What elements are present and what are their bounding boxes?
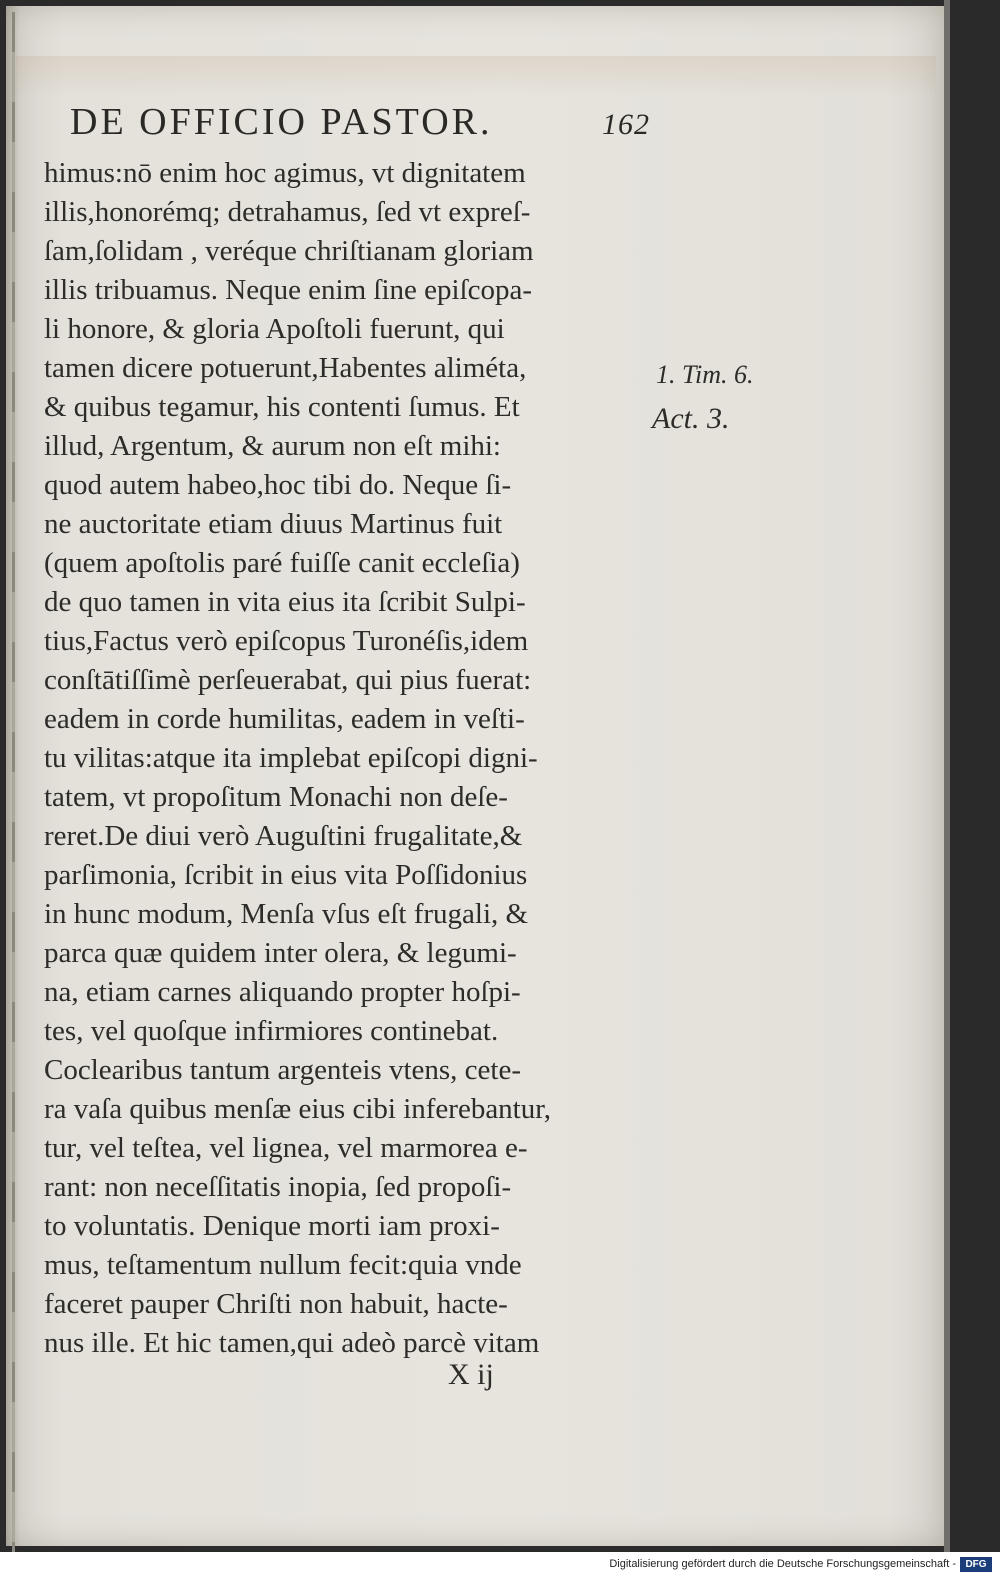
text-line: li honore, & gloria Apoſtoli fuerunt, qui: [44, 313, 505, 345]
page-gutter-edge: [12, 12, 15, 1552]
text-line: conſtātiſſimè perſeuerabat, qui pius fuerat:: [44, 664, 532, 696]
text-line: tius,Factus verò epiſcopus Turonéſis,idem: [44, 625, 529, 657]
text-line: rant: non neceſſitatis inopia, ſed propoſi-: [44, 1171, 512, 1203]
text-line: tatem, vt propoſitum Monachi non deſe-: [44, 781, 508, 813]
margin-note-acts: Act. 3.: [652, 402, 730, 435]
dfg-logo: DFG: [960, 1557, 992, 1572]
text-line: illis,honorémq; detrahamus, ſed vt expreſ-: [44, 196, 531, 228]
text-line: ſam,ſolidam , veréque chriſtianam gloriam: [44, 235, 534, 267]
margin-note-timothy: 1. Tim. 6.: [656, 360, 754, 389]
text-line: nus ille. Et hic tamen,qui adeò parcè vitam: [44, 1327, 540, 1359]
funding-credit: Digitalisierung gefördert durch die Deutsche Forschungsgemeinschaft -: [609, 1558, 956, 1570]
text-line: faceret pauper Chriſti non habuit, hacte-: [44, 1288, 508, 1320]
text-line: parca quæ quidem inter olera, & legumi-: [44, 937, 517, 969]
text-line: parſimonia, ſcribit in eius vita Poſſidonius: [44, 859, 528, 891]
text-line: to voluntatis. Denique morti iam proxi-: [44, 1210, 500, 1242]
running-title: DE OFFICIO PASTOR.: [70, 101, 493, 143]
text-line: na, etiam carnes aliquando propter hoſpi-: [44, 976, 521, 1008]
footer-bar: [0, 1552, 1000, 1580]
text-line: (quem apoſtolis paré fuiſſe canit eccleſia): [44, 547, 520, 579]
text-line: reret.De diui verò Auguſtini frugalitate,&: [44, 820, 523, 852]
text-line: ne auctoritate etiam diuus Martinus fuit: [44, 508, 503, 540]
text-line: illud, Argentum, & aurum non eſt mihi:: [44, 430, 501, 462]
text-line: & quibus tegamur, his contenti ſumus. Et: [44, 391, 520, 423]
text-line: de quo tamen in vita eius ita ſcribit Sulpi-: [44, 586, 526, 618]
text-line: quod autem habeo,hoc tibi do. Neque ſi-: [44, 469, 512, 501]
text-line: tu vilitas:atque ita implebat epiſcopi digni-: [44, 742, 538, 774]
text-line: tur, vel teſtea, vel lignea, vel marmorea e-: [44, 1132, 528, 1164]
paper-stain: [16, 56, 936, 96]
text-line: mus, teſtamentum nullum fecit:quia vnde: [44, 1249, 522, 1281]
text-line: illis tribuamus. Neque enim ſine epiſcopa-: [44, 274, 533, 306]
text-line: ra vaſa quibus menſæ eius cibi inferebantur,: [44, 1093, 551, 1125]
page-edge: [944, 0, 950, 1552]
page-number: 162: [602, 108, 650, 141]
body-text: [44, 154, 644, 1363]
text-line: Coclearibus tantum argenteis vtens, cete-: [44, 1054, 521, 1086]
running-head: [70, 100, 650, 146]
text-line: tes, vel quoſque infirmiores continebat.: [44, 1015, 499, 1047]
text-line: tamen dicere potuerunt,Habentes aliméta,: [44, 352, 527, 384]
text-line: himus:nō enim hoc agimus, vt dignitatem: [44, 157, 526, 189]
text-line: in hunc modum, Menſa vſus eſt frugali, &: [44, 898, 529, 930]
signature-mark: X ij: [448, 1358, 494, 1391]
text-line: eadem in corde humilitas, eadem in veſti-: [44, 703, 525, 735]
